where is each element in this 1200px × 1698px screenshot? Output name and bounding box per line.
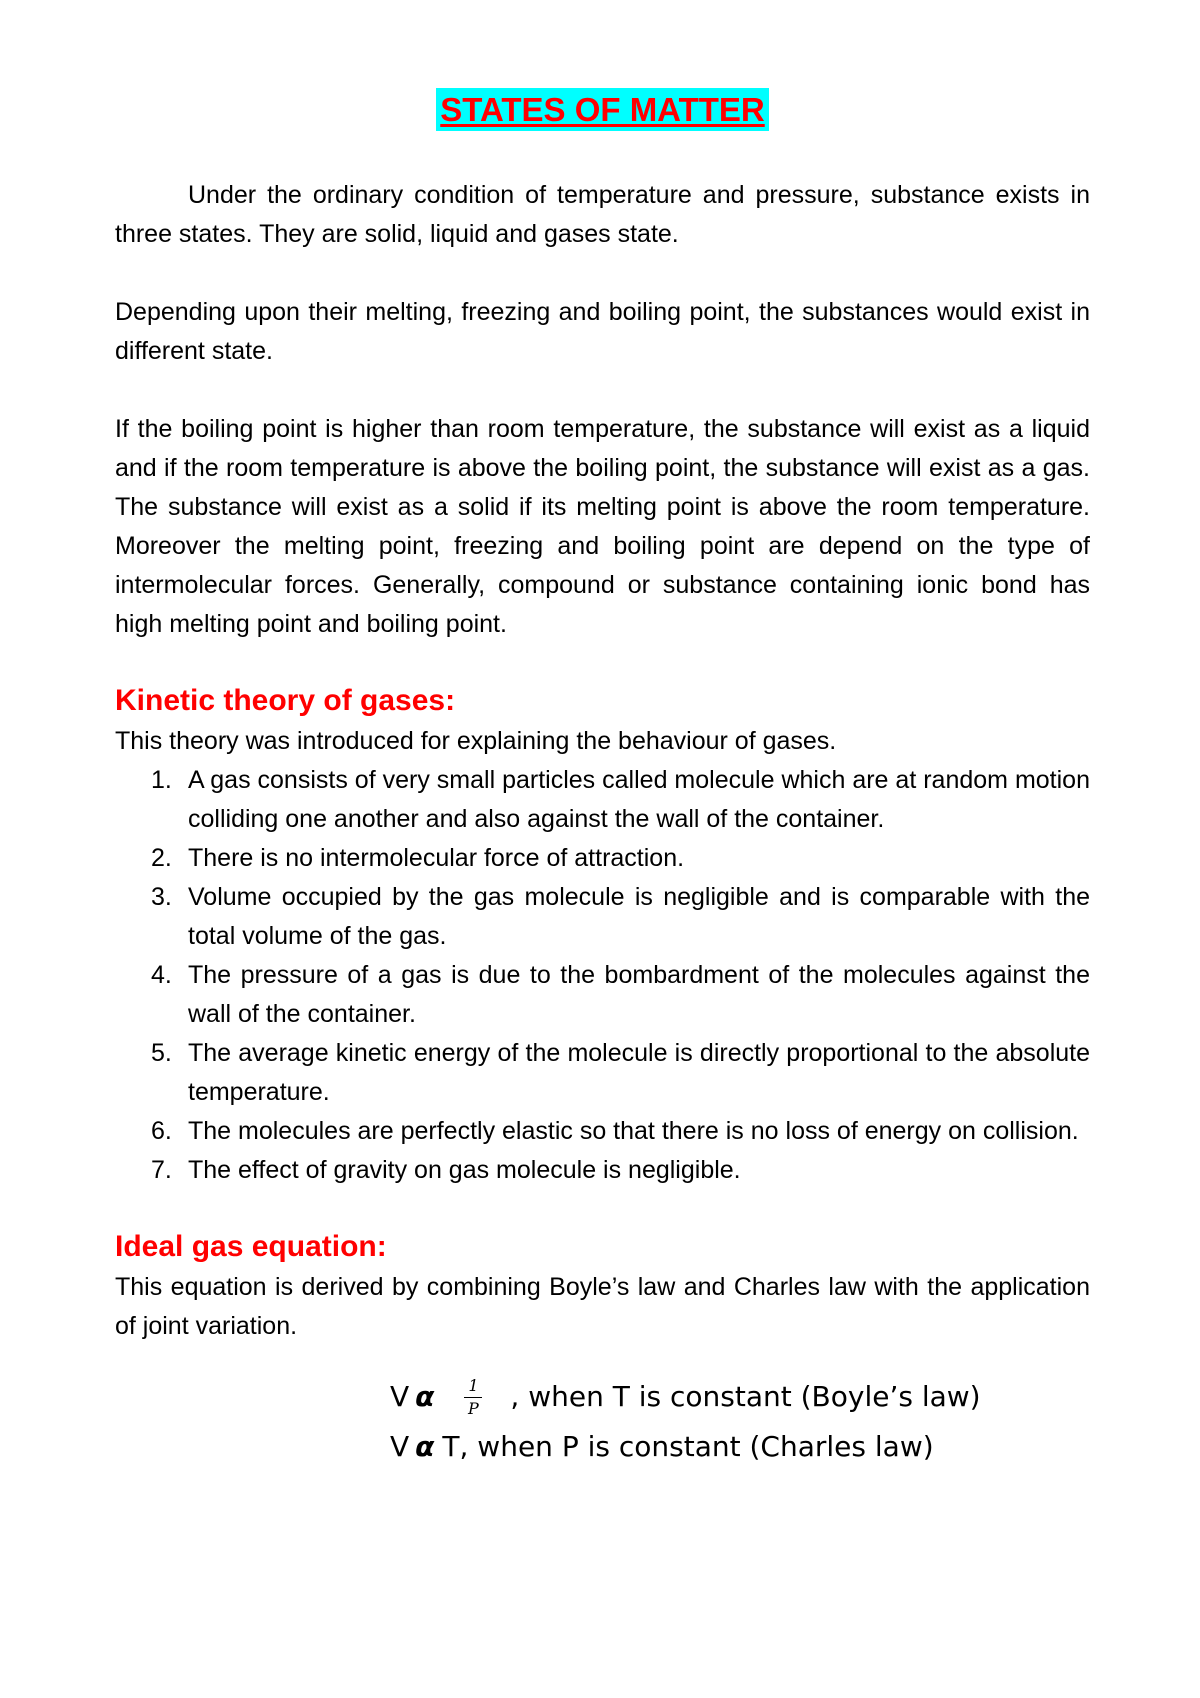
formula-lhs: V [390, 1430, 410, 1463]
list-number: 2. [151, 844, 172, 872]
charles-law-formula [390, 1422, 1090, 1472]
list-text: The average kinetic energy of the molecule is directly proportional to the absolute temperature. [188, 1039, 1090, 1106]
fraction-numerator: 1 [468, 1375, 479, 1395]
list-number: 5. [151, 1039, 172, 1067]
list-number: 7. [151, 1156, 172, 1184]
ideal-gas-intro: This equation is derived by combining Boyle’s law and Charles law with the application of joint variation. [115, 1273, 1090, 1340]
boyles-law-formula [390, 1372, 1090, 1422]
page-content [115, 0, 1090, 1472]
list-number: 3. [151, 883, 172, 911]
fraction [464, 1377, 482, 1418]
list-item [115, 878, 1090, 956]
list-number: 1. [151, 766, 172, 794]
kinetic-theory-heading: Kinetic theory of gases: [115, 684, 456, 717]
ideal-gas-heading: Ideal gas equation: [115, 1230, 387, 1263]
formula-block [115, 1372, 1090, 1472]
list-item [115, 1034, 1090, 1112]
page-title: STATES OF MATTER [436, 88, 768, 131]
fraction-denominator: P [468, 1398, 479, 1418]
list-item [115, 956, 1090, 1034]
title-wrap [115, 0, 1090, 136]
list-number: 6. [151, 1117, 172, 1145]
list-text: There is no intermolecular force of attraction. [188, 844, 685, 872]
proportional-symbol: α [415, 1380, 435, 1413]
list-item [115, 1151, 1090, 1190]
kinetic-theory-list [115, 761, 1090, 1190]
list-text: The pressure of a gas is due to the bombardment of the molecules against the wall of the container. [188, 961, 1090, 1028]
formula-condition: T, when P is constant (Charles law) [442, 1430, 934, 1463]
list-item [115, 839, 1090, 878]
intro-paragraph: Under the ordinary condition of temperature and pressure, substance exists in three states. They are solid, liquid and gases state. [115, 181, 1090, 248]
list-number: 4. [151, 961, 172, 989]
fraction-bar [464, 1397, 482, 1398]
list-text: The effect of gravity on gas molecule is negligible. [188, 1156, 741, 1184]
list-text: Volume occupied by the gas molecule is negligible and is comparable with the total volume of the gas. [188, 883, 1090, 950]
kinetic-theory-intro: This theory was introduced for explaining the behaviour of gases. [115, 727, 837, 755]
formula-condition: , when T is constant (Boyle’s law) [510, 1380, 981, 1413]
depending-paragraph: Depending upon their melting, freezing and boiling point, the substances would exist in different state. [115, 298, 1090, 365]
list-text: The molecules are perfectly elastic so that there is no loss of energy on collision. [188, 1117, 1079, 1145]
formula-lhs: V [390, 1380, 410, 1413]
boiling-point-paragraph: If the boiling point is higher than room temperature, the substance will exist as a liquid and if the room temperature is above the boiling point, the substance will exist as a gas. The substance will exist as a solid if its melting point is above the room temperature. Moreover the melting point, freezing and boiling point are depend on the type of intermolecular forces. Generally, compound or substance containing ionic bond has high melting point and boiling point. [115, 415, 1090, 638]
list-item [115, 1112, 1090, 1151]
list-item [115, 761, 1090, 839]
proportional-symbol: α [415, 1430, 435, 1463]
list-text: A gas consists of very small particles called molecule which are at random motion colliding one another and also against the wall of the container. [188, 766, 1090, 833]
